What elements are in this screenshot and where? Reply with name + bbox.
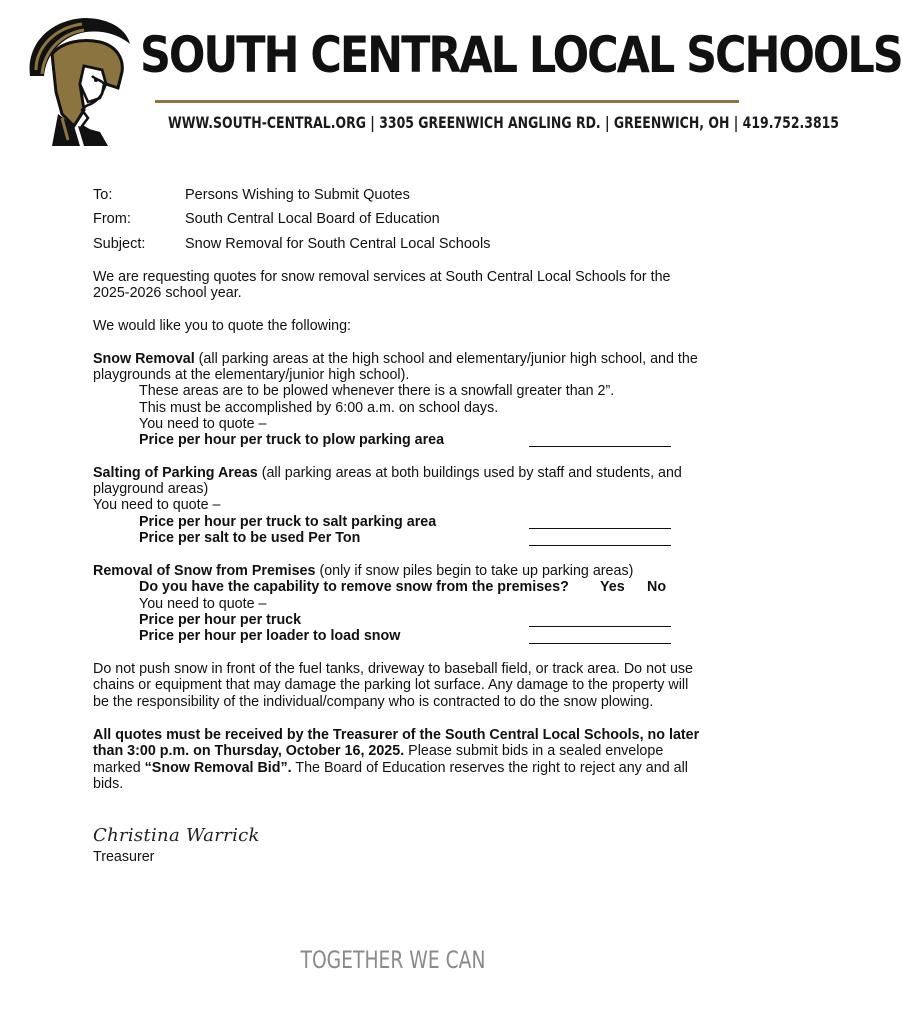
salting-item-ton: Price per salt to be used Per Ton — [139, 530, 361, 546]
removal-title: Removal of Snow from Premises — [93, 563, 316, 579]
deadline-bid-label: “Snow Removal Bid”. — [144, 759, 292, 776]
snow-removal-need: You need to quote – — [139, 416, 267, 432]
memo-to-row — [93, 187, 410, 203]
memo-subject-value: Snow Removal for South Central Local Schools — [185, 236, 491, 252]
snow-removal-item-plow: Price per hour per truck to plow parking area — [139, 432, 445, 448]
snow-removal-line1: These areas are to be plowed whenever there is a snowfall greater than 2”. — [139, 383, 615, 399]
memo-from-label: From: — [93, 211, 131, 227]
footer-slogan: TOGETHER WE CAN — [300, 946, 486, 974]
removal-truck-price-blank[interactable] — [529, 626, 671, 627]
removal-loader-price-blank[interactable] — [529, 643, 671, 644]
removal-need: You need to quote – — [139, 596, 267, 612]
deadline-bold: All quotes must be received by the Treasurer of the South Central Local Schools, no later than 3:00 p.m. on Thursday, October 16, 2025. — [93, 727, 700, 760]
removal-yes-option[interactable]: Yes — [600, 579, 625, 595]
deadline-text2: The Board of Education reserves the right to reject any and all bids. — [93, 759, 688, 792]
snow-removal-desc: (all parking areas at the high school and elementary/junior high school, and the playgrounds at the elementary/junior high school). — [93, 351, 698, 384]
org-contact-line: WWW.SOUTH-CENTRAL.ORG | 3305 GREENWICH ANGLING RD. | GREENWICH, OH | 419.752.3815 — [168, 113, 839, 132]
salting-heading — [93, 465, 703, 498]
memo-subject-row — [93, 236, 490, 252]
memo-subject-label: Subject: — [93, 236, 146, 252]
memo-to-value: Persons Wishing to Submit Quotes — [185, 187, 410, 203]
memo-from-row — [93, 211, 440, 227]
removal-heading — [93, 563, 703, 579]
removal-no-option[interactable]: No — [647, 579, 667, 595]
org-name: SOUTH CENTRAL LOCAL SCHOOLS — [140, 26, 902, 84]
signature-title: Treasurer — [93, 849, 155, 865]
removal-item-loader: Price per hour per loader to load snow — [139, 628, 401, 644]
signature: Christina Warrick — [93, 825, 260, 846]
plow-price-blank[interactable] — [529, 446, 671, 447]
spartan-helmet-logo — [22, 14, 134, 148]
memo-to-label: To: — [93, 187, 113, 203]
salt-ton-price-blank[interactable] — [529, 545, 671, 546]
salting-need: You need to quote – — [93, 497, 221, 513]
salting-desc: (all parking areas at both buildings used by staff and students, and playground areas) — [93, 465, 682, 498]
quote-intro: We would like you to quote the following: — [93, 318, 352, 334]
salting-title: Salting of Parking Areas — [93, 465, 258, 481]
snow-removal-line2: This must be accomplished by 6:00 a.m. on school days. — [139, 400, 499, 416]
warning-paragraph: Do not push snow in front of the fuel tanks, driveway to baseball field, or track area. Do not use chains or equipment that may damage the parking lot surface. Any damage to the property will be the responsibility of the individual/company who is contracted to do the snow plowing. — [93, 661, 694, 710]
deadline-text1: Please submit bids in a sealed envelope marked — [93, 743, 664, 776]
snow-removal-title: Snow Removal — [93, 351, 195, 367]
salting-item-truck: Price per hour per truck to salt parking area — [139, 514, 437, 530]
intro-paragraph: We are requesting quotes for snow removal services at South Central Local Schools for the 2025-2026 school year. — [93, 269, 671, 302]
snow-removal-heading — [93, 351, 703, 384]
removal-item-truck: Price per hour per truck — [139, 612, 302, 628]
salt-truck-price-blank[interactable] — [529, 528, 671, 529]
removal-question: Do you have the capability to remove snow from the premises? — [139, 579, 569, 595]
memo-from-value: South Central Local Board of Education — [185, 211, 440, 227]
header-divider — [155, 100, 739, 103]
deadline-paragraph — [93, 727, 703, 792]
removal-desc: (only if snow piles begin to take up parking areas) — [315, 563, 634, 579]
